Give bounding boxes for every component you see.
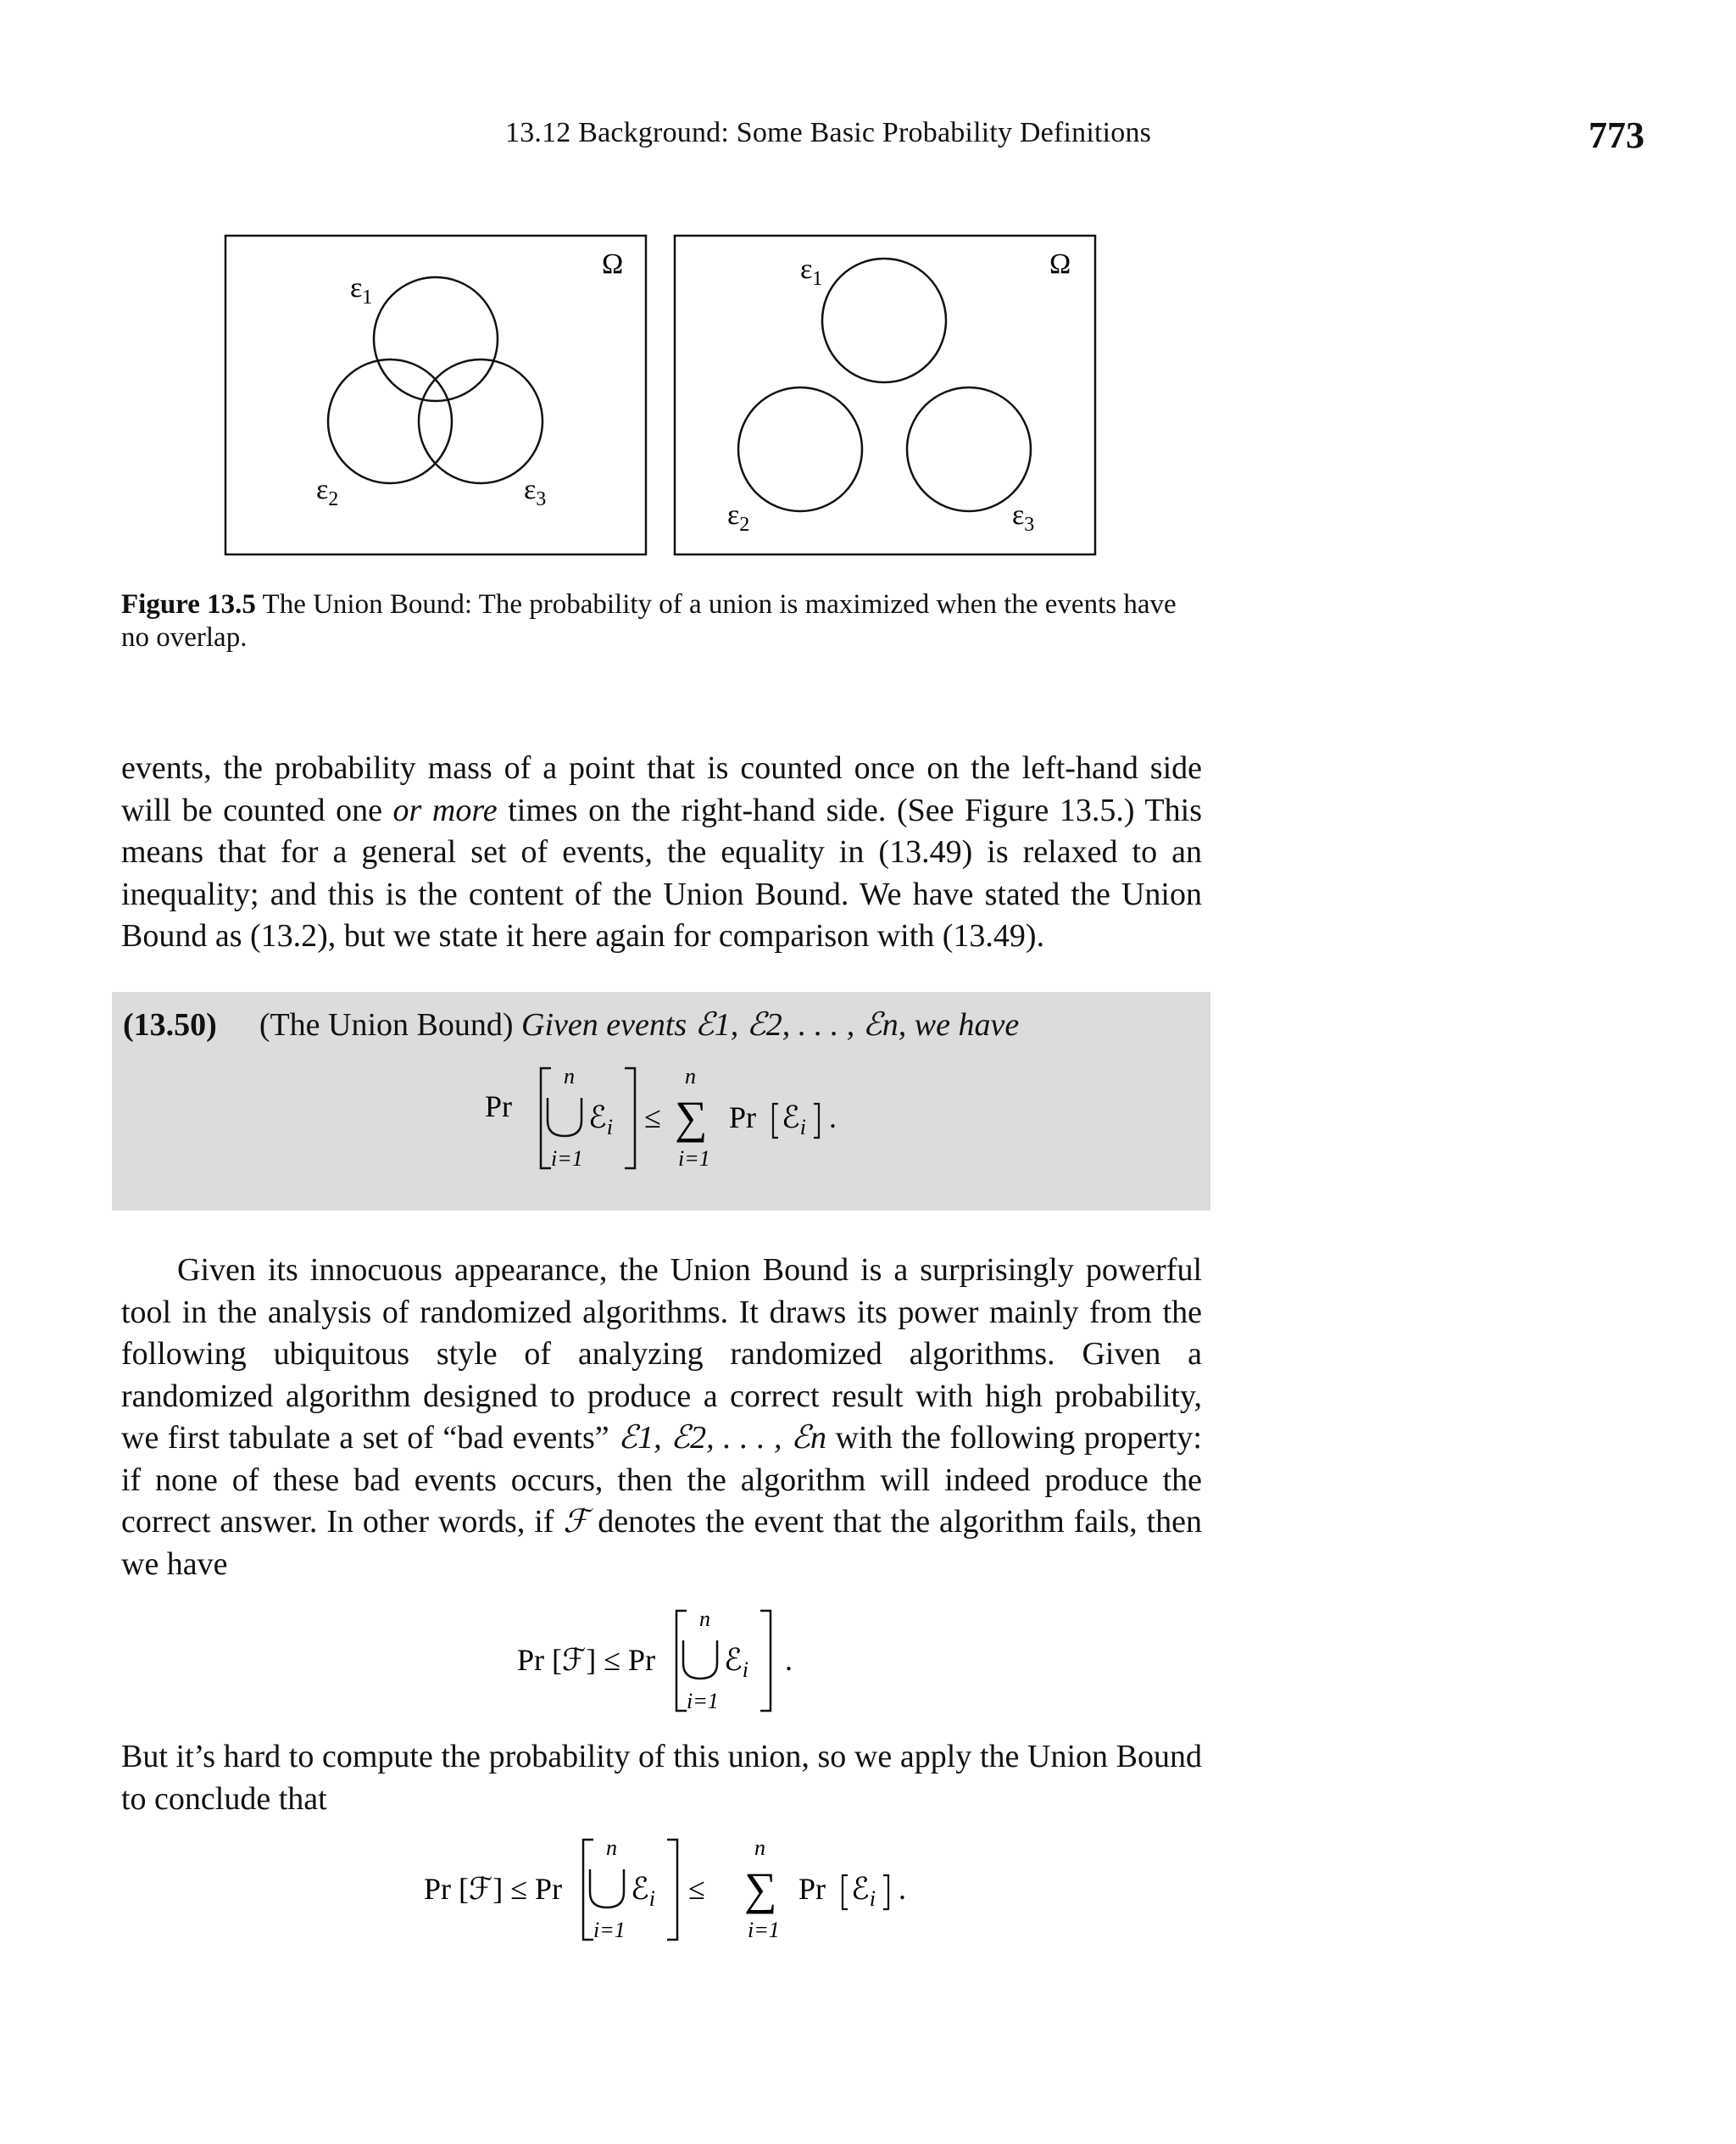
formula3-leq: ≤ (688, 1872, 705, 1906)
big-union-icon (548, 1098, 581, 1136)
formula3-union-icon (590, 1869, 624, 1907)
formula2-dot: . (785, 1643, 793, 1677)
event-label-e2-right: $\varepsilon_2$ (727, 499, 750, 536)
event-circle-e2-left (328, 359, 452, 483)
formula-left-bracket (541, 1068, 551, 1168)
event-circle-e1-left (374, 277, 498, 401)
event-circle-e1-right (822, 259, 946, 382)
formula2-right-bracket (760, 1611, 771, 1711)
formula3-dot: . (899, 1872, 906, 1906)
theorem-name: (The Union Bound) (259, 1007, 514, 1043)
formula-sum-bottom: i=1 (678, 1146, 710, 1171)
formula3-lhs: Pr [ℱ] ≤ Pr (424, 1872, 563, 1906)
formula3-right-bracket (667, 1840, 677, 1940)
venn-overlapping-panel (225, 236, 646, 554)
formula-term: ℰ$_i$ (588, 1100, 614, 1139)
paragraph1-text-b: times on the right-hand side. (See Figure 13.5.) This means that for a general set of events, the equality in (13.49) is relaxed to an inequality; and this is the content of the Union Bound. We have stated the Union Bound as (13.2), but we state it here again for comparison with (13.49). (121, 792, 1202, 954)
event-label-e3-right: $\varepsilon_3$ (1012, 499, 1035, 536)
formula2-lhs: Pr [ℱ] ≤ Pr (517, 1643, 656, 1677)
formula3-sum-top: n (754, 1835, 765, 1860)
final-bound-formula (415, 1831, 941, 1950)
paragraph-union-bound-intro (121, 748, 1202, 958)
failure-formula (509, 1602, 848, 1721)
running-header: 13.12 Background: Some Basic Probability Definitions (505, 117, 1152, 148)
formula3-union-bottom: i=1 (593, 1918, 626, 1942)
formula2-union-bottom: i=1 (687, 1689, 719, 1713)
formula-leq: ≤ (644, 1100, 661, 1134)
union-bound-formula (475, 1060, 899, 1178)
theorem-statement-b: , we have (898, 1007, 1020, 1043)
formula-small-right-bracket (814, 1104, 819, 1138)
theorem-statement (123, 1005, 1199, 1044)
figure-caption-text: The Union Bound: The probability of a union is maximized when the events have no overlap. (121, 589, 1177, 653)
event-label-e1-right: $\varepsilon_1$ (800, 253, 823, 290)
figure-13-5 (0, 0, 1736, 593)
formula2-union-icon (683, 1640, 717, 1679)
formula-union-bottom: i=1 (551, 1146, 583, 1171)
formula-right-bracket (625, 1068, 635, 1168)
formula3-sum-icon: ∑ (744, 1863, 777, 1914)
event-circle-e3-right (907, 387, 1031, 511)
paragraph1-text-a: events, the probability mass of a point that is counted once on the left-hand side will be counted one (121, 750, 1202, 828)
formula3-pr2: Pr (798, 1872, 826, 1906)
paragraph2-fail-symbol: ℱ (563, 1504, 589, 1540)
event-label-e1-left: $\varepsilon_1$ (350, 272, 373, 309)
formula3-term: ℰ$_i$ (631, 1872, 656, 1911)
formula2-left-bracket (676, 1611, 687, 1711)
sample-space-box-left (225, 236, 646, 554)
formula3-left-bracket (583, 1840, 593, 1940)
formula-union-top: n (564, 1064, 575, 1089)
page-number: 773 (1589, 114, 1644, 156)
theorem-number: (13.50) (123, 1007, 217, 1043)
paragraph1-emphasis: or more (392, 792, 498, 828)
venn-disjoint-panel (675, 236, 1095, 554)
event-circle-e3-left (419, 359, 542, 483)
event-label-e2-left: $\varepsilon_2$ (316, 474, 339, 510)
theorem-statement-a: Given events (521, 1007, 695, 1043)
paragraph-union-bound-power (121, 1250, 1202, 1585)
formula-pr: Pr (485, 1089, 513, 1123)
formula-small-left-bracket (773, 1104, 778, 1138)
formula3-small-right-bracket (883, 1875, 888, 1909)
event-label-e3-left: $\varepsilon_3$ (524, 474, 547, 510)
omega-label-right: Ω (1049, 248, 1071, 280)
big-sum-icon: ∑ (675, 1092, 708, 1143)
formula-term2: ℰ$_i$ (782, 1100, 807, 1139)
paragraph3-text: But it’s hard to compute the probability of this union, so we apply the Union Bound to conclude that (121, 1739, 1202, 1817)
paragraph-apply-union-bound (121, 1736, 1202, 1820)
omega-label-left: Ω (602, 248, 624, 280)
formula3-small-left-bracket (843, 1875, 848, 1909)
formula3-union-top: n (606, 1835, 617, 1860)
formula2-term: ℰ$_i$ (724, 1643, 749, 1682)
formula3-term2: ℰ$_i$ (851, 1872, 876, 1911)
paragraph2-events: ℰ1, ℰ2, . . . , ℰn (618, 1420, 827, 1456)
paragraph2-text-a: Given its innocuous appearance, the Union Bound is a surprisingly powerful tool in the analysis of randomized algorithms. It draws its power mainly from the following ubiquitous style of analyzing randomized algorithms. Given a randomized algorithm designed to produce a correct result with high probability, we first tabulate a set of “bad events” (121, 1252, 1202, 1456)
theorem-events: ℰ1, ℰ2, . . . , ℰn (694, 1007, 899, 1043)
formula2-union-top: n (699, 1607, 710, 1631)
paragraph2-text-c: denotes the event that the algorithm fails, then we have (121, 1504, 1202, 1582)
formula-dot: . (829, 1100, 837, 1134)
paragraph2-text-b: with the following property: if none of these bad events occurs, then the algorithm will indeed produce the correct answer. In other words, if (121, 1420, 1202, 1540)
event-circle-e2-right (738, 387, 862, 511)
figure-caption-label: Figure 13.5 (121, 589, 256, 620)
formula-pr2: Pr (729, 1100, 757, 1134)
figure-caption (121, 588, 1202, 654)
formula-sum-top: n (685, 1064, 696, 1089)
formula3-sum-bottom: i=1 (748, 1918, 780, 1942)
